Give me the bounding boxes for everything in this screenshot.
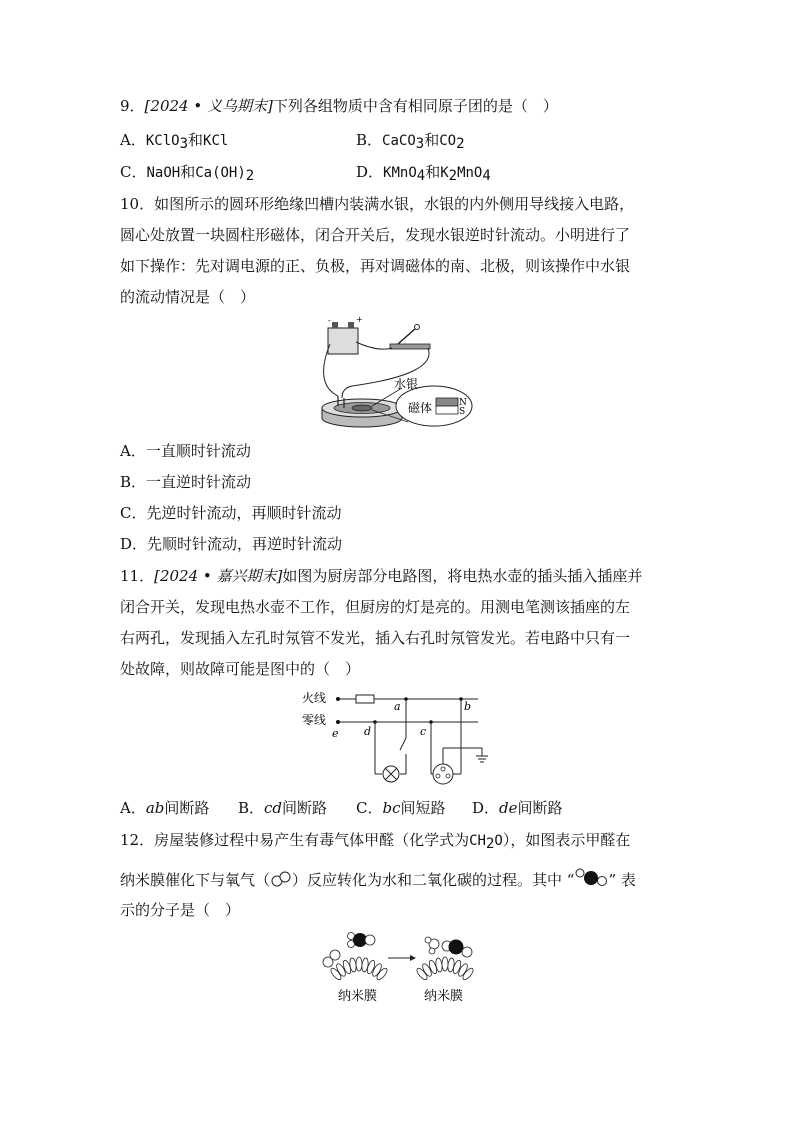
socket-icon [433, 764, 453, 784]
q11-stem-line-3: 右两孔，发现插入左孔时氖管不发光，插入右孔时氖管发光。若电路中只有一 [120, 629, 631, 647]
magnet-icon [436, 398, 458, 414]
q11-option-a[interactable]: A．ab间断路 [120, 799, 210, 817]
point-a-label: a [394, 700, 401, 713]
point-b-label: b [464, 700, 472, 713]
q11-figure-kitchen-circuit [300, 688, 500, 788]
q10-stem-line-4: 的流动情况是（ ） [120, 288, 256, 306]
q12-figure-nanomembrane-reaction [314, 928, 484, 1006]
q9-stem: 下列各组物质中含有相同原子团的是（ ） [272, 97, 558, 115]
water-molecule-icon [425, 937, 439, 954]
carbon-dioxide-molecule-right-icon [442, 940, 472, 958]
reaction-arrow-icon [388, 955, 416, 961]
carbon-dioxide-molecule-icon [574, 868, 608, 888]
q9-number: 9． [120, 97, 145, 115]
label-neutral-wire: 零线 [302, 713, 327, 727]
mercury-ring [322, 399, 402, 427]
nanomembrane-right-icon [415, 957, 475, 981]
label-live-wire: 火线 [302, 691, 327, 705]
label-magnet: 磁体 [408, 401, 433, 415]
q11-option-b[interactable]: B．cd间断路 [238, 799, 328, 817]
q10-option-b[interactable]: B．一直逆时针流动 [120, 473, 252, 491]
point-e-label: e [332, 727, 339, 740]
q10-option-a[interactable]: A．一直顺时针流动 [120, 442, 251, 460]
battery-icon [328, 328, 358, 354]
switch-icon [390, 325, 430, 350]
nanomembrane-left-icon [329, 957, 389, 981]
q11-option-d[interactable]: D．de间断路 [472, 799, 563, 817]
battery-minus-sign: - [328, 316, 331, 325]
magnet-pole-s: S [459, 407, 466, 417]
q10-figure-mercury-ring [318, 314, 478, 430]
fuse-icon [356, 695, 374, 703]
q12-stem-line-2: 纳米膜催化下与氧气（ ）反应转化为水和二氧化碳的过程。其中 “ ” 表 [120, 868, 636, 890]
q11-number: 11． [120, 567, 155, 585]
q9-stem-line [120, 96, 558, 116]
lamp-icon [383, 766, 399, 782]
formaldehyde-molecule-icon [348, 933, 376, 948]
label-nanomembrane-left: 纳米膜 [338, 989, 378, 1004]
q10-option-d[interactable]: D．先顺时针流动，再逆时针流动 [120, 535, 343, 553]
q9-option-a[interactable]: A．KClO$_3$和KCl [120, 131, 229, 152]
q10-stem-line-1: 10．如图所示的圆环形绝缘凹槽内装满水银，水银的内外侧用导线接入电路， [120, 195, 635, 213]
magnet-pole-n: N [459, 398, 467, 408]
q9-source: [2024 • 义乌期末] [144, 97, 273, 115]
q11-source: [2024 • 嘉兴期末] [154, 567, 283, 585]
q10-option-c[interactable]: C．先逆时针流动，再顺时针流动 [120, 504, 342, 522]
point-c-label: c [420, 725, 427, 738]
q9-option-d[interactable]: D．KMnO$_4$和$K_2MnO_4$ [356, 163, 491, 184]
q11-stem-line-4: 处故障，则故障可能是图中的（ ） [120, 660, 361, 678]
ground-icon [476, 756, 488, 762]
point-d-label: d [364, 725, 372, 738]
q11-option-c[interactable]: C．bc间短路 [356, 799, 446, 817]
q10-stem-line-3: 如下操作：先对调电源的正、负极，再对调磁体的南、北极，则该操作中水银 [120, 257, 631, 275]
q12-stem-line-3: 示的分子是（ ） [120, 901, 241, 919]
battery-plus-sign: + [356, 315, 363, 324]
q11-stem-line-2: 闭合开关，发现电热水壶不工作，但厨房的灯是亮的。用测电笔测该插座的左 [120, 598, 631, 616]
label-mercury: 水银 [394, 377, 419, 391]
oxygen-molecule-icon [270, 870, 292, 888]
q11-stem-line-1: 11．[2024 • 嘉兴期末]如图为厨房部分电路图，将电热水壶的插头插入插座并 [120, 567, 643, 585]
q10-stem-line-2: 圆心处放置一块圆柱形磁体，闭合开关后，发现水银逆时针流动。小明进行了 [120, 226, 631, 244]
label-nanomembrane-right: 纳米膜 [424, 989, 464, 1004]
q9-option-b[interactable]: B．CaCO$_3$和$CO_2$ [356, 131, 465, 152]
q12-stem-line-1: 12．房屋装修过程中易产生有毒气体甲醛（化学式为$CH_2O$），如图表示甲醛在 [120, 831, 631, 852]
q9-option-c[interactable]: C．NaOH和$Ca(OH)_2$ [120, 163, 255, 184]
